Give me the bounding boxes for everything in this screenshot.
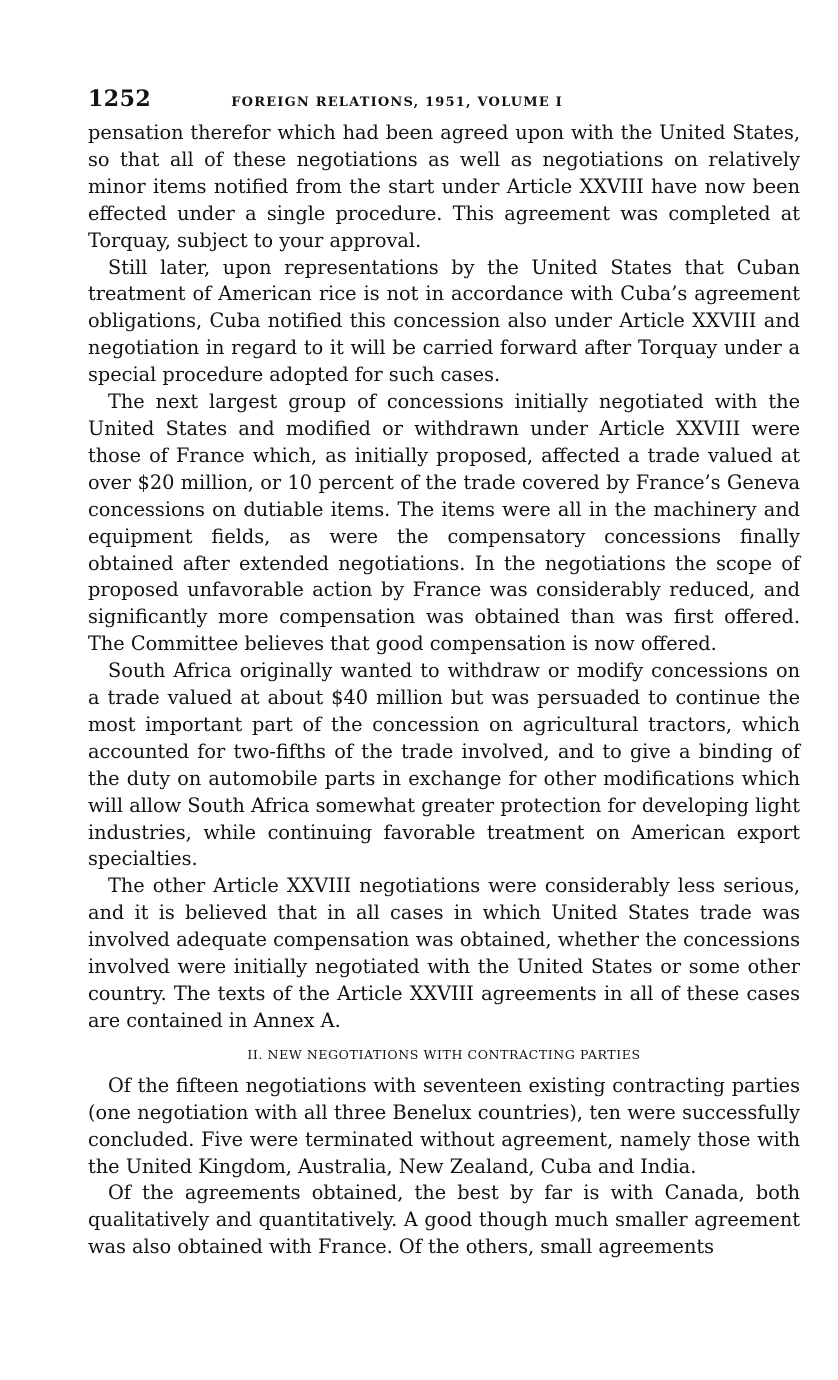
- document-page: [88, 86, 800, 1261]
- paragraph-france: The next largest group of concessions initially negotiated with the United States and modified or withdrawn under Article XXVIII were those of France which, as initially proposed, affected a trade valued at over $20 million, or 10 percent of the trade covered by France’s Geneva concessions on dutiable items. The items were all in the machinery and equipment fields, as were the compensatory concessions finally obtained after extended negotiations. In the negotiations the scope of proposed unfavorable action by France was considerably reduced, and significantly more compensation was obtained than was first offered. The Committee believes that good compensation is now offered.: [88, 390, 800, 656]
- paragraph-other-negotiations: The other Article XXVIII negotiations were considerably less serious, and it is believed that in all cases in which United States trade was involved adequate compensation was obtained, whether the concessions involved were initially negotiated with the United States or some other country. The texts of the Article XXVIII agreements in all of these cases are contained in Annex A.: [88, 874, 800, 1032]
- section-heading: II. NEW NEGOTIATIONS WITH CONTRACTING PARTIES: [247, 1046, 641, 1062]
- running-head: FOREIGN RELATIONS, 1951, VOLUME I: [231, 95, 563, 110]
- paragraph-cuba-rice: Still later, upon representations by the United States that Cuban treatment of American rice is not in accordance with Cuba’s agreement obligations, Cuba notified this concession also under Article XXVIII and negotiation in regard to it will be carried forward after Torquay under a special procedure adopted for such cases.: [88, 255, 800, 387]
- paragraph-fifteen-negotiations: Of the fifteen negotiations with seventeen existing contracting parties (one negotiation with all three Benelux countries), ten were successfully concluded. Five were terminated without agreement, namely those with the United Kingdom, Australia, New Zealand, Cuba and India.: [88, 1073, 800, 1178]
- page-number: 1252: [88, 86, 152, 112]
- page-header: [88, 86, 800, 120]
- paragraph-continuation: pensation therefor which had been agreed upon with the United States, so that all of these negotiations as well as negotiations on relatively minor items notified from the start under Article XXVIII have now been effected under a single procedure. This agreement was completed at Torquay, subject to your approval.: [88, 121, 800, 252]
- paragraph-south-africa: South Africa originally wanted to withdraw or modify concessions on a trade valued at about $40 million but was persuaded to continue the most important part of the concession on agricultural tractors, which accounted for two-fifths of the trade involved, and to give a binding of the duty on automobile parts in exchange for other modifications which will allow South Africa somewhat greater protection for developing light industries, while continuing favorable treatment on American export specialties.: [88, 659, 800, 871]
- paragraph-agreements-obtained: Of the agreements obtained, the best by far is with Canada, both qualitatively and quantitatively. A good though much smaller agreement was also obtained with France. Of the others, small agreements: [88, 1181, 800, 1259]
